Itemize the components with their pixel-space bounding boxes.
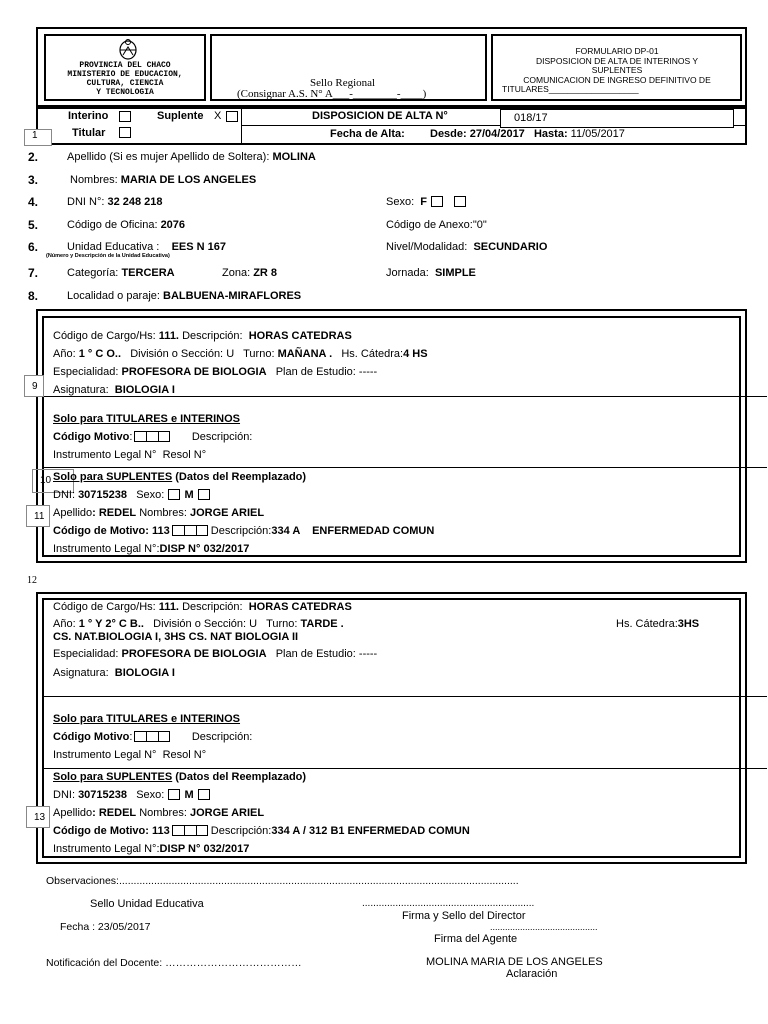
aclaracion-name: MOLINA MARIA DE LOS ANGELES	[426, 956, 603, 968]
firma-director: Firma y Sello del Director	[402, 910, 526, 922]
block2-cmot-row	[53, 825, 470, 837]
block1-asig-row	[53, 384, 175, 396]
dni-value: 32 248 218	[107, 196, 163, 208]
form-code: FORMULARIO DP-01	[575, 46, 659, 56]
anexo-row	[386, 219, 487, 231]
block1-esp-row	[53, 366, 377, 378]
aclaracion-label: Aclaración	[506, 968, 558, 980]
turno-label: Turno:	[266, 618, 298, 630]
plan-value: -----	[358, 366, 378, 378]
nivel-label: Nivel/Modalidad:	[386, 241, 468, 253]
field-number-4: 4.	[28, 195, 39, 209]
apellido-value: : REDEL	[92, 807, 137, 819]
block1-inst2-row	[53, 543, 249, 555]
province-emblem-icon	[117, 38, 139, 60]
cmot-desc-label: Descripción:	[210, 825, 272, 837]
sexo-label: Sexo:	[386, 196, 415, 208]
sup-heading: Solo para SUPLENTES	[53, 471, 173, 483]
sup-heading: Solo para SUPLENTES	[53, 771, 173, 783]
block2-inst-row	[53, 749, 206, 761]
block1-motivo-row: Código Motivo: Descripción:	[53, 431, 253, 443]
esp-label: Especialidad:	[53, 366, 119, 378]
cmot-desc-value: 334 A ENFERMEDAD COMUN	[271, 525, 435, 537]
sexo-label: Sexo:	[136, 489, 165, 501]
desc-value: HORAS CATEDRAS	[248, 330, 352, 342]
hs-label: Hs. Cátedra:	[341, 348, 404, 360]
hs-value: 4 HS	[403, 348, 428, 360]
desde-value: 27/04/2017	[469, 128, 525, 140]
block2-cargo-row	[53, 601, 352, 613]
desde-group	[430, 128, 625, 140]
cmot-desc-value: 334 A / 312 B1 ENFERMEDAD COMUN	[271, 825, 470, 837]
row-tag-12: 12	[27, 575, 37, 586]
nivel-row	[386, 241, 547, 253]
disposicion-label: DISPOSICION DE ALTA N°	[312, 110, 448, 122]
field-number-8: 8.	[28, 289, 39, 303]
suplente-checkbox[interactable]	[226, 111, 238, 122]
categoria-row	[67, 267, 175, 279]
esp-value: PROFESORA DE BIOLOGIA	[121, 648, 267, 660]
block2-esp-row	[53, 648, 377, 660]
hs-label: Hs. Cátedra:	[616, 618, 678, 630]
block1-titulares-heading: Solo para TITULARES e INTERINOS	[53, 413, 241, 425]
titular-checkbox[interactable]	[119, 127, 131, 138]
suplente-mark: X	[214, 110, 222, 122]
anexo-value: "0"	[472, 219, 487, 231]
inst2-value: DISP N° 032/2017	[159, 543, 250, 555]
cargo-value: 111.	[158, 601, 179, 613]
zona-row	[222, 267, 277, 279]
sexo-row	[386, 196, 467, 208]
sexo-m-checkbox[interactable]	[198, 489, 210, 500]
sup-heading-extra: (Datos del Reemplazado)	[175, 471, 307, 483]
field-number-3: 3.	[28, 173, 39, 187]
motivo-code-boxes[interactable]	[134, 731, 170, 742]
cmot-label: Código de Motivo	[53, 525, 146, 537]
sexo-m-checkbox[interactable]	[454, 196, 466, 207]
hs-value: 3HS	[677, 618, 700, 630]
sup-heading-extra: (Datos del Reemplazado)	[175, 771, 307, 783]
resol-label: Resol N°	[162, 449, 207, 461]
sello-unidad: Sello Unidad Educativa	[90, 898, 204, 910]
field-number-2: 2.	[28, 150, 39, 164]
unidad-sub: (Número y Descripción de la Unidad Educativa)	[46, 253, 170, 259]
cmot-code-boxes[interactable]	[172, 825, 208, 836]
agente-dots: ...........................................	[490, 922, 598, 932]
apellido-row	[67, 151, 316, 163]
sexo-f-checkbox[interactable]	[168, 789, 180, 800]
hasta-label: Hasta:	[533, 128, 568, 140]
motivo-label: Código Motivo	[53, 731, 130, 743]
province-title	[46, 61, 204, 97]
field-number-5: 5.	[28, 218, 39, 232]
interino-label: Interino	[68, 110, 109, 122]
anio-value: 1 ° Y 2° C B..	[78, 618, 144, 630]
observaciones: Observaciones:.........................................................................................................................................	[46, 875, 519, 887]
dni-label: DNI N°:	[67, 196, 105, 208]
inst2-label: Instrumento Legal N°:	[53, 843, 160, 855]
inst2-label: Instrumento Legal N°:	[53, 543, 160, 555]
division-value: U	[226, 348, 235, 360]
asig-value: BIOLOGIA I	[114, 384, 175, 396]
unidad-value: EES N 167	[171, 241, 226, 253]
cargo-label: Código de Cargo/Hs:	[53, 601, 156, 613]
block2-divider-1	[42, 696, 767, 697]
row-tag-9: 9	[24, 375, 44, 397]
type-row-divider	[241, 108, 242, 144]
block2-suplentes-heading	[53, 771, 306, 783]
row-tag-1: 1	[24, 129, 52, 146]
province-line: PROVINCIA DEL CHACO	[79, 61, 171, 70]
sexo-f-checkbox[interactable]	[431, 196, 443, 207]
fecha: Fecha : 23/05/2017	[60, 921, 151, 933]
plan-label: Plan de Estudio:	[275, 648, 356, 660]
categoria-value: TERCERA	[121, 267, 175, 279]
row-tag-13: 13	[26, 806, 50, 828]
desc-label: Descripción:	[182, 330, 243, 342]
block2-anio-row	[53, 618, 344, 630]
nombres-row	[70, 174, 256, 186]
block2-cs-line: CS. NAT.BIOLOGIA I, 3HS CS. NAT BIOLOGIA II	[53, 631, 299, 643]
row-tag-11: 11	[26, 505, 50, 527]
nivel-value: SECUNDARIO	[473, 241, 548, 253]
division-value: U	[249, 618, 258, 630]
zona-value: ZR 8	[253, 267, 278, 279]
inst-label: Instrumento Legal N°	[53, 749, 157, 761]
anio-label: Año:	[53, 618, 76, 630]
anio-label: Año:	[53, 348, 76, 360]
block1-cargo-row	[53, 330, 352, 342]
oficina-value: 2076	[160, 219, 186, 231]
block2-titulares-heading: Solo para TITULARES e INTERINOS	[53, 713, 241, 725]
sexo-m-checkbox[interactable]	[198, 789, 210, 800]
cargo-label: Código de Cargo/Hs:	[53, 330, 156, 342]
block1-suplentes-heading	[53, 471, 306, 483]
nombres-label: Nombres:	[139, 507, 187, 519]
plan-label: Plan de Estudio:	[275, 366, 356, 378]
oficina-label: Código de Oficina:	[67, 219, 158, 231]
cmot-code-boxes[interactable]	[172, 525, 208, 536]
ministry-line-3: Y TECNOLOGIA	[96, 88, 154, 97]
ministry-line: MINISTERIO DE EDUCACION,	[67, 70, 183, 79]
dni-value: 30715238	[78, 489, 128, 501]
fecha-alta-label: Fecha de Alta:	[330, 128, 405, 140]
nombres-label: Nombres:	[70, 174, 118, 186]
motivo-desc-label: Descripción:	[191, 731, 253, 743]
block1-divider-2	[42, 467, 767, 468]
hasta-value: 11/05/2017	[570, 128, 625, 140]
block1-divider-1	[42, 396, 767, 397]
apellido-label: Apellido	[53, 807, 93, 819]
block1-dni-row	[53, 489, 211, 501]
sexo-value: M	[184, 789, 194, 801]
block1-inst-row	[53, 449, 206, 461]
titular-label: Titular	[72, 127, 106, 139]
block2-divider-2	[42, 768, 767, 769]
notificacion: Notificación del Docente: …………………………………	[46, 957, 302, 969]
unidad-label: Unidad Educativa :	[67, 241, 160, 253]
anio-value: 1 ° C O..	[78, 348, 122, 360]
nombres-value: JORGE ARIEL	[189, 507, 265, 519]
block2-asig-row	[53, 667, 175, 679]
firma-agente: Firma del Agente	[434, 933, 518, 945]
block2-dni-row	[53, 789, 211, 801]
ministry-line-2: CULTURA, CIENCIA	[86, 79, 164, 88]
cargo-value: 111.	[158, 330, 179, 342]
oficina-row	[67, 219, 185, 231]
nombres-label: Nombres:	[139, 807, 187, 819]
field-number-7: 7.	[28, 266, 39, 280]
esp-value: PROFESORA DE BIOLOGIA	[121, 366, 267, 378]
asig-value: BIOLOGIA I	[114, 667, 175, 679]
localidad-value: BALBUENA-MIRAFLORES	[163, 290, 302, 302]
block2-motivo-row: Código Motivo: Descripción:	[53, 731, 253, 743]
localidad-row	[67, 290, 301, 302]
cmot-value: : 113	[145, 825, 170, 837]
block2-apellido-row	[53, 807, 264, 819]
suplente-label: Suplente	[157, 110, 204, 122]
zona-label: Zona:	[222, 267, 251, 279]
consignar-as: (Consignar A.S. N° A___-________-____)	[237, 88, 427, 100]
form-line-1: DISPOSICION DE ALTA DE INTERINOS Y	[535, 55, 698, 66]
motivo-label: Código Motivo	[53, 431, 130, 443]
localidad-label: Localidad o paraje:	[67, 290, 160, 302]
turno-value: TARDE .	[300, 618, 344, 630]
sexo-value: M	[184, 489, 194, 501]
cmot-desc-label: Descripción:	[210, 525, 272, 537]
unidad-row	[67, 241, 226, 253]
esp-label: Especialidad:	[53, 648, 119, 660]
block1-anio-row	[53, 348, 428, 360]
sexo-label: Sexo:	[136, 789, 165, 801]
cmot-label: Código de Motivo	[53, 825, 146, 837]
firma-dots: ..............................................................	[362, 898, 535, 909]
form-title	[494, 47, 740, 95]
form-line-4: TITULARES___________________	[502, 84, 639, 94]
motivo-code-boxes[interactable]	[134, 431, 170, 442]
row-tag-10: 10	[32, 469, 74, 493]
interino-checkbox[interactable]	[119, 111, 131, 122]
block1-cmot-row	[53, 525, 434, 537]
sello-regional: Sello Regional	[310, 77, 376, 89]
field-number-6: 6.	[28, 240, 39, 254]
block2-inst2-row	[53, 843, 249, 855]
dni-value: 30715238	[78, 789, 128, 801]
jornada-row	[386, 267, 476, 279]
disposicion-number: 018/17	[514, 112, 548, 124]
turno-value: MAÑANA .	[277, 348, 333, 360]
inst2-value: DISP N° 032/2017	[159, 843, 250, 855]
motivo-desc-label: Descripción:	[191, 431, 253, 443]
cmot-value: : 113	[145, 525, 170, 537]
form-line-3: COMUNICACION DE INGRESO DEFINITIVO DE	[523, 74, 711, 85]
desde-label: Desde:	[430, 128, 467, 140]
apellido-label: Apellido	[53, 507, 93, 519]
apellido-value: MOLINA	[272, 151, 316, 163]
dni-label: DNI:	[53, 789, 75, 801]
sexo-f-checkbox[interactable]	[168, 489, 180, 500]
dni-label: DNI:	[53, 489, 75, 501]
turno-label: Turno:	[243, 348, 275, 360]
apellido-label: Apellido (Si es mujer Apellido de Soltera):	[67, 151, 270, 163]
inst-label: Instrumento Legal N°	[53, 449, 157, 461]
jornada-value: SIMPLE	[434, 267, 476, 279]
block2-hs-row	[616, 618, 699, 630]
division-label: División o Sección:	[153, 618, 247, 630]
dni-row	[67, 196, 163, 208]
resol-label: Resol N°	[162, 749, 207, 761]
apellido-value: : REDEL	[92, 507, 137, 519]
nombres-value: MARIA DE LOS ANGELES	[120, 174, 257, 186]
division-label: División o Sección:	[130, 348, 224, 360]
nombres-value: JORGE ARIEL	[189, 807, 265, 819]
sexo-value: F	[420, 196, 427, 208]
block1-apellido-row	[53, 507, 264, 519]
desc-value: HORAS CATEDRAS	[248, 601, 352, 613]
plan-value: -----	[358, 648, 378, 660]
jornada-label: Jornada:	[386, 267, 429, 279]
anexo-label: Código de Anexo:	[386, 219, 473, 231]
desc-label: Descripción:	[182, 601, 243, 613]
asig-label: Asignatura:	[53, 384, 109, 396]
categoria-label: Categoría:	[67, 267, 119, 279]
asig-label: Asignatura:	[53, 667, 109, 679]
form-line-2: SUPLENTES	[591, 65, 643, 75]
